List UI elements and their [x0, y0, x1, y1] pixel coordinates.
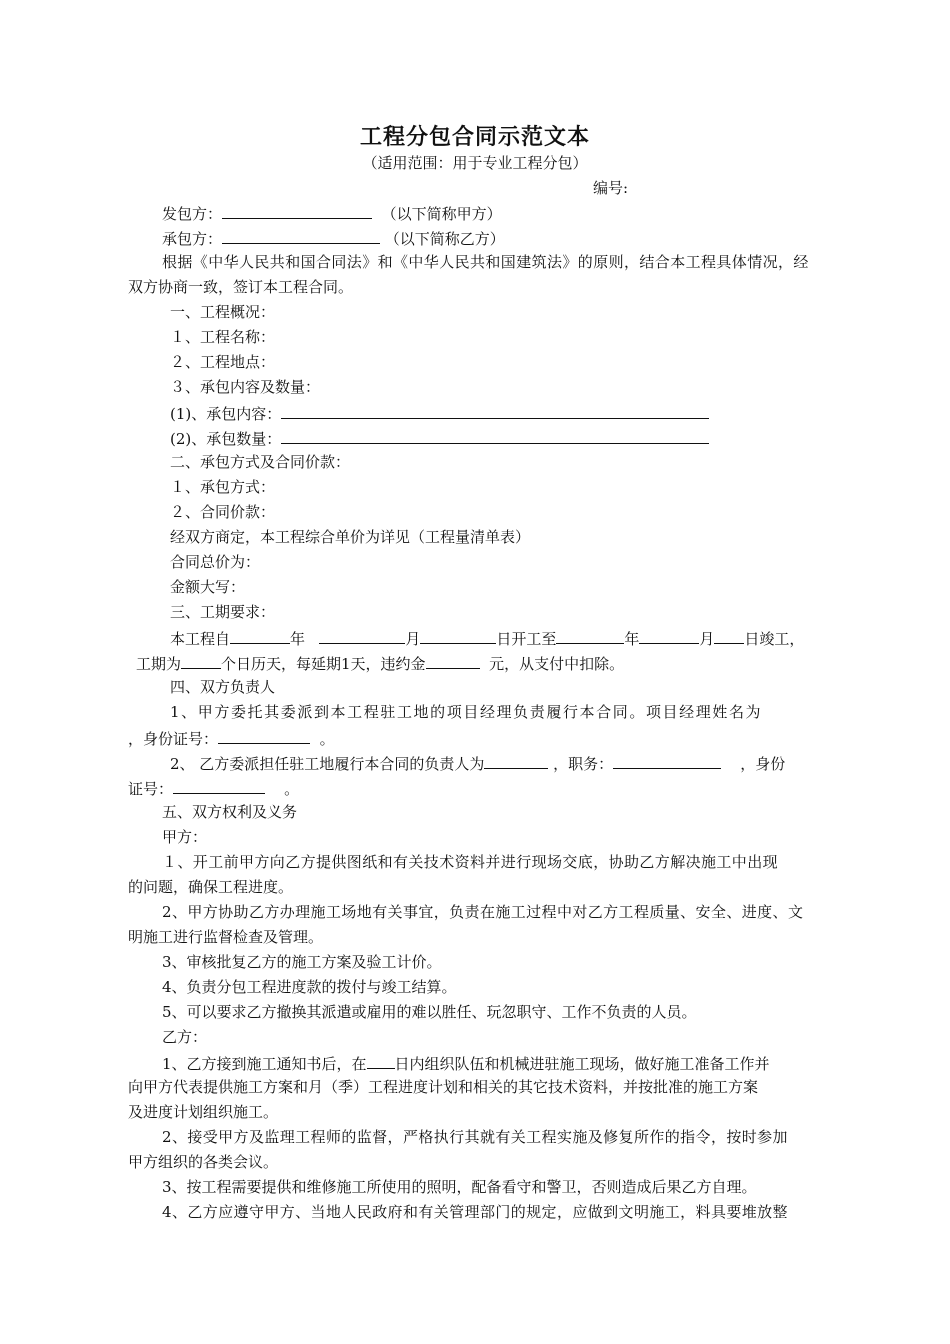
start-year-blank[interactable] [230, 627, 290, 644]
document-subtitle: （适用范围：用于专业工程分包） [362, 154, 588, 172]
preamble-line-2: 双方协商一致，签订本工程合同。 [128, 278, 354, 296]
party-b-duty-1-line-1 [162, 1052, 770, 1074]
section-4-heading: 四、双方负责人 [170, 678, 276, 696]
responsible-b-line-1 [170, 752, 785, 774]
party-b-heading: 乙方： [162, 1028, 208, 1046]
schedule-start-text: 本工程自 [170, 630, 231, 648]
party-a-duty-2-line-1: 2、甲方协助乙方办理施工场地有关事宜，负责在施工过程中对乙方工程质量、安全、进度、文 [162, 903, 804, 921]
project-location-label: ２、工程地点： [170, 353, 276, 371]
party-a-heading: 甲方： [162, 828, 208, 846]
party-b-duty-3: 3、按工程需要提供和维修施工所使用的照明，配备看守和警卫，否则造成后果乙方自理。 [162, 1178, 757, 1196]
days-blank[interactable] [367, 1052, 395, 1069]
end-day-blank[interactable] [714, 627, 744, 644]
contract-mode-label: １、承包方式： [170, 478, 276, 496]
party-a-duty-2-line-2: 明施工进行监督检查及管理。 [128, 928, 324, 946]
position-label: ，职务： [553, 755, 614, 773]
end-month-blank[interactable] [639, 627, 699, 644]
responsible-b-text: 2、 乙方委派担任驻工地履行本合同的负责人为 [170, 755, 485, 773]
section-2-heading: 二、承包方式及合同价款： [170, 453, 351, 471]
schedule-line-2 [136, 652, 624, 674]
end-day-label: 日竣工， [744, 630, 805, 648]
id-label: 证号： [128, 780, 174, 798]
party-b-duty-1-line-2: 向甲方代表提供施工方案和月（季）工程进度计划和相关的其它技术资料，并按批准的施工方案 [128, 1078, 759, 1096]
party-a-duty-1-line-2: 的问题，确保工程进度。 [128, 878, 294, 896]
scope-quantity-label: ３、承包内容及数量： [170, 378, 321, 396]
party-a-duty-1-line-1: １、开工前甲方向乙方提供图纸和有关技术资料并进行现场交底，协助乙方解决施工中出现 [162, 853, 779, 871]
party-b-duty-1-line-3: 及进度计划组织施工。 [128, 1103, 279, 1121]
party-b-blank[interactable] [222, 227, 380, 244]
amount-in-words-label: 金额大写： [170, 578, 246, 596]
responsible-b-line-2 [128, 777, 299, 799]
duration-blank[interactable] [181, 652, 221, 669]
penalty-blank[interactable] [426, 652, 480, 669]
party-a-duty-5: 5、可以要求乙方撤换其派遣或雇用的难以胜任、玩忽职守、工作不负责的人员。 [162, 1003, 697, 1021]
preamble-line-1: 根据《中华人民共和国合同法》和《中华人民共和国建筑法》的原则，结合本工程具体情况，经 [162, 253, 809, 271]
party-a-line [162, 202, 502, 224]
manager-id-blank[interactable] [218, 727, 310, 744]
contract-number-label: 编号: [593, 179, 629, 197]
end-month-label: 月 [699, 630, 715, 648]
unit-price-text: 经双方商定，本工程综合单价为详见（工程量清单表） [170, 528, 531, 546]
schedule-line-1 [170, 627, 804, 649]
duration-label: 工期为 [136, 655, 182, 673]
party-b-duty-2-line-1: 2、接受甲方及监理工程师的监督，严格执行其就有关工程实施及修复所作的指令，按时参加 [162, 1128, 788, 1146]
party-b-duty-4: 4、乙方应遵守甲方、当地人民政府和有关管理部门的规定，应做到文明施工，料具要堆放整 [162, 1203, 788, 1221]
start-year-label: 年 [290, 630, 306, 648]
party-b-label: 承包方： [162, 230, 223, 248]
section-1-heading: 一、工程概况： [170, 303, 276, 321]
responsible-b-name-blank[interactable] [484, 752, 548, 769]
party-a-label: 发包方： [162, 205, 223, 223]
end-year-label: 年 [624, 630, 640, 648]
total-price-label: 合同总价为： [170, 553, 261, 571]
party-a-duty-4: 4、负责分包工程进度款的拨付与竣工结算。 [162, 978, 457, 996]
party-a-suffix: （以下简称甲方） [381, 205, 502, 223]
scope-quantity-line [170, 427, 709, 449]
contract-price-label: ２、合同价款： [170, 503, 276, 521]
section-5-heading: 五、双方权利及义务 [162, 803, 298, 821]
start-day-label: 日开工至 [496, 630, 557, 648]
project-name-label: １、工程名称： [170, 328, 276, 346]
start-day-blank[interactable] [420, 627, 496, 644]
penalty-text: 个日历天，每延期1天，违约金 [221, 655, 426, 673]
id-end-period: 。 [284, 780, 300, 798]
party-a-blank[interactable] [222, 202, 372, 219]
party-b-duty-1-rest: 日内组织队伍和机械进驻施工现场，做好施工准备工作并 [394, 1055, 770, 1073]
section-3-heading: 三、工期要求： [170, 603, 276, 621]
start-month-blank[interactable] [319, 627, 405, 644]
penalty-suffix: 元，从支付中扣除。 [489, 655, 625, 673]
id-number-label: ，身份证号： [128, 730, 219, 748]
id-period: 。 [319, 730, 335, 748]
responsible-b-id-blank[interactable] [173, 777, 265, 794]
scope-content-blank[interactable] [281, 402, 709, 419]
scope-quantity-sub-label: (2)、承包数量： [170, 430, 282, 448]
position-blank[interactable] [613, 752, 721, 769]
document-title: 工程分包合同示范文本 [359, 125, 590, 150]
end-year-blank[interactable] [556, 627, 624, 644]
party-a-duty-3: 3、审核批复乙方的施工方案及验工计价。 [162, 953, 442, 971]
scope-content-line [170, 402, 709, 424]
party-b-duty-2-line-2: 甲方组织的各类会议。 [128, 1153, 279, 1171]
responsible-a-line-2 [128, 727, 335, 749]
scope-quantity-blank[interactable] [281, 427, 709, 444]
start-month-label: 月 [405, 630, 421, 648]
party-b-line [162, 227, 505, 249]
party-b-suffix: （以下简称乙方） [384, 230, 505, 248]
id-prefix: ，身份 [740, 755, 786, 773]
party-b-duty-1-start: 1、乙方接到施工通知书后，在 [162, 1055, 367, 1073]
responsible-a-line-1: 1、甲方委托其委派到本工程驻工地的项目经理负责履行本合同。项目经理姓名为 [170, 703, 763, 721]
scope-content-label: (1)、承包内容： [170, 405, 282, 423]
